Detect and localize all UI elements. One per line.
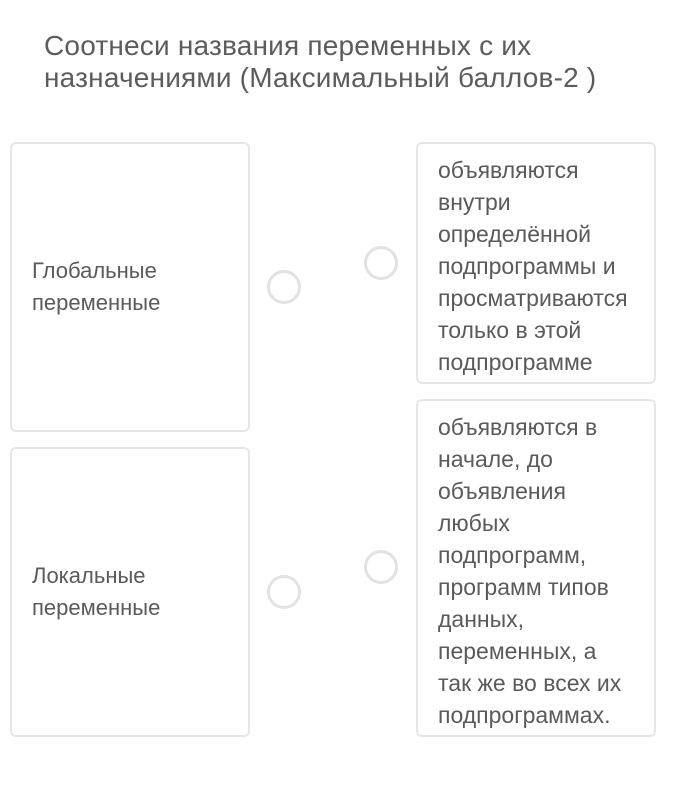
right-match-radio-1[interactable] [364, 246, 398, 280]
question-title: Соотнеси названия переменных с их назначениями (Максимальный баллов-2 ) [44, 30, 597, 93]
right-item-text: объявляются в начале, до объявления любых подпрограмм, программ типов данных, переменных, а так же во всех их подпрограммах. [438, 414, 622, 728]
right-item-local-definition[interactable] [416, 142, 656, 384]
right-item-text: объявляются внутри определённой подпрограммы и просматриваются только в этой подпрограмме [438, 157, 628, 375]
left-item-label: Глобальные переменные [32, 258, 161, 315]
left-match-radio-1[interactable] [267, 270, 301, 304]
right-match-radio-2[interactable] [364, 550, 398, 584]
right-item-global-definition[interactable] [416, 399, 656, 737]
left-item-label: Локальные переменные [32, 563, 161, 620]
left-item-local[interactable] [10, 447, 250, 737]
left-match-radio-2[interactable] [267, 575, 301, 609]
left-item-global[interactable] [10, 142, 250, 432]
